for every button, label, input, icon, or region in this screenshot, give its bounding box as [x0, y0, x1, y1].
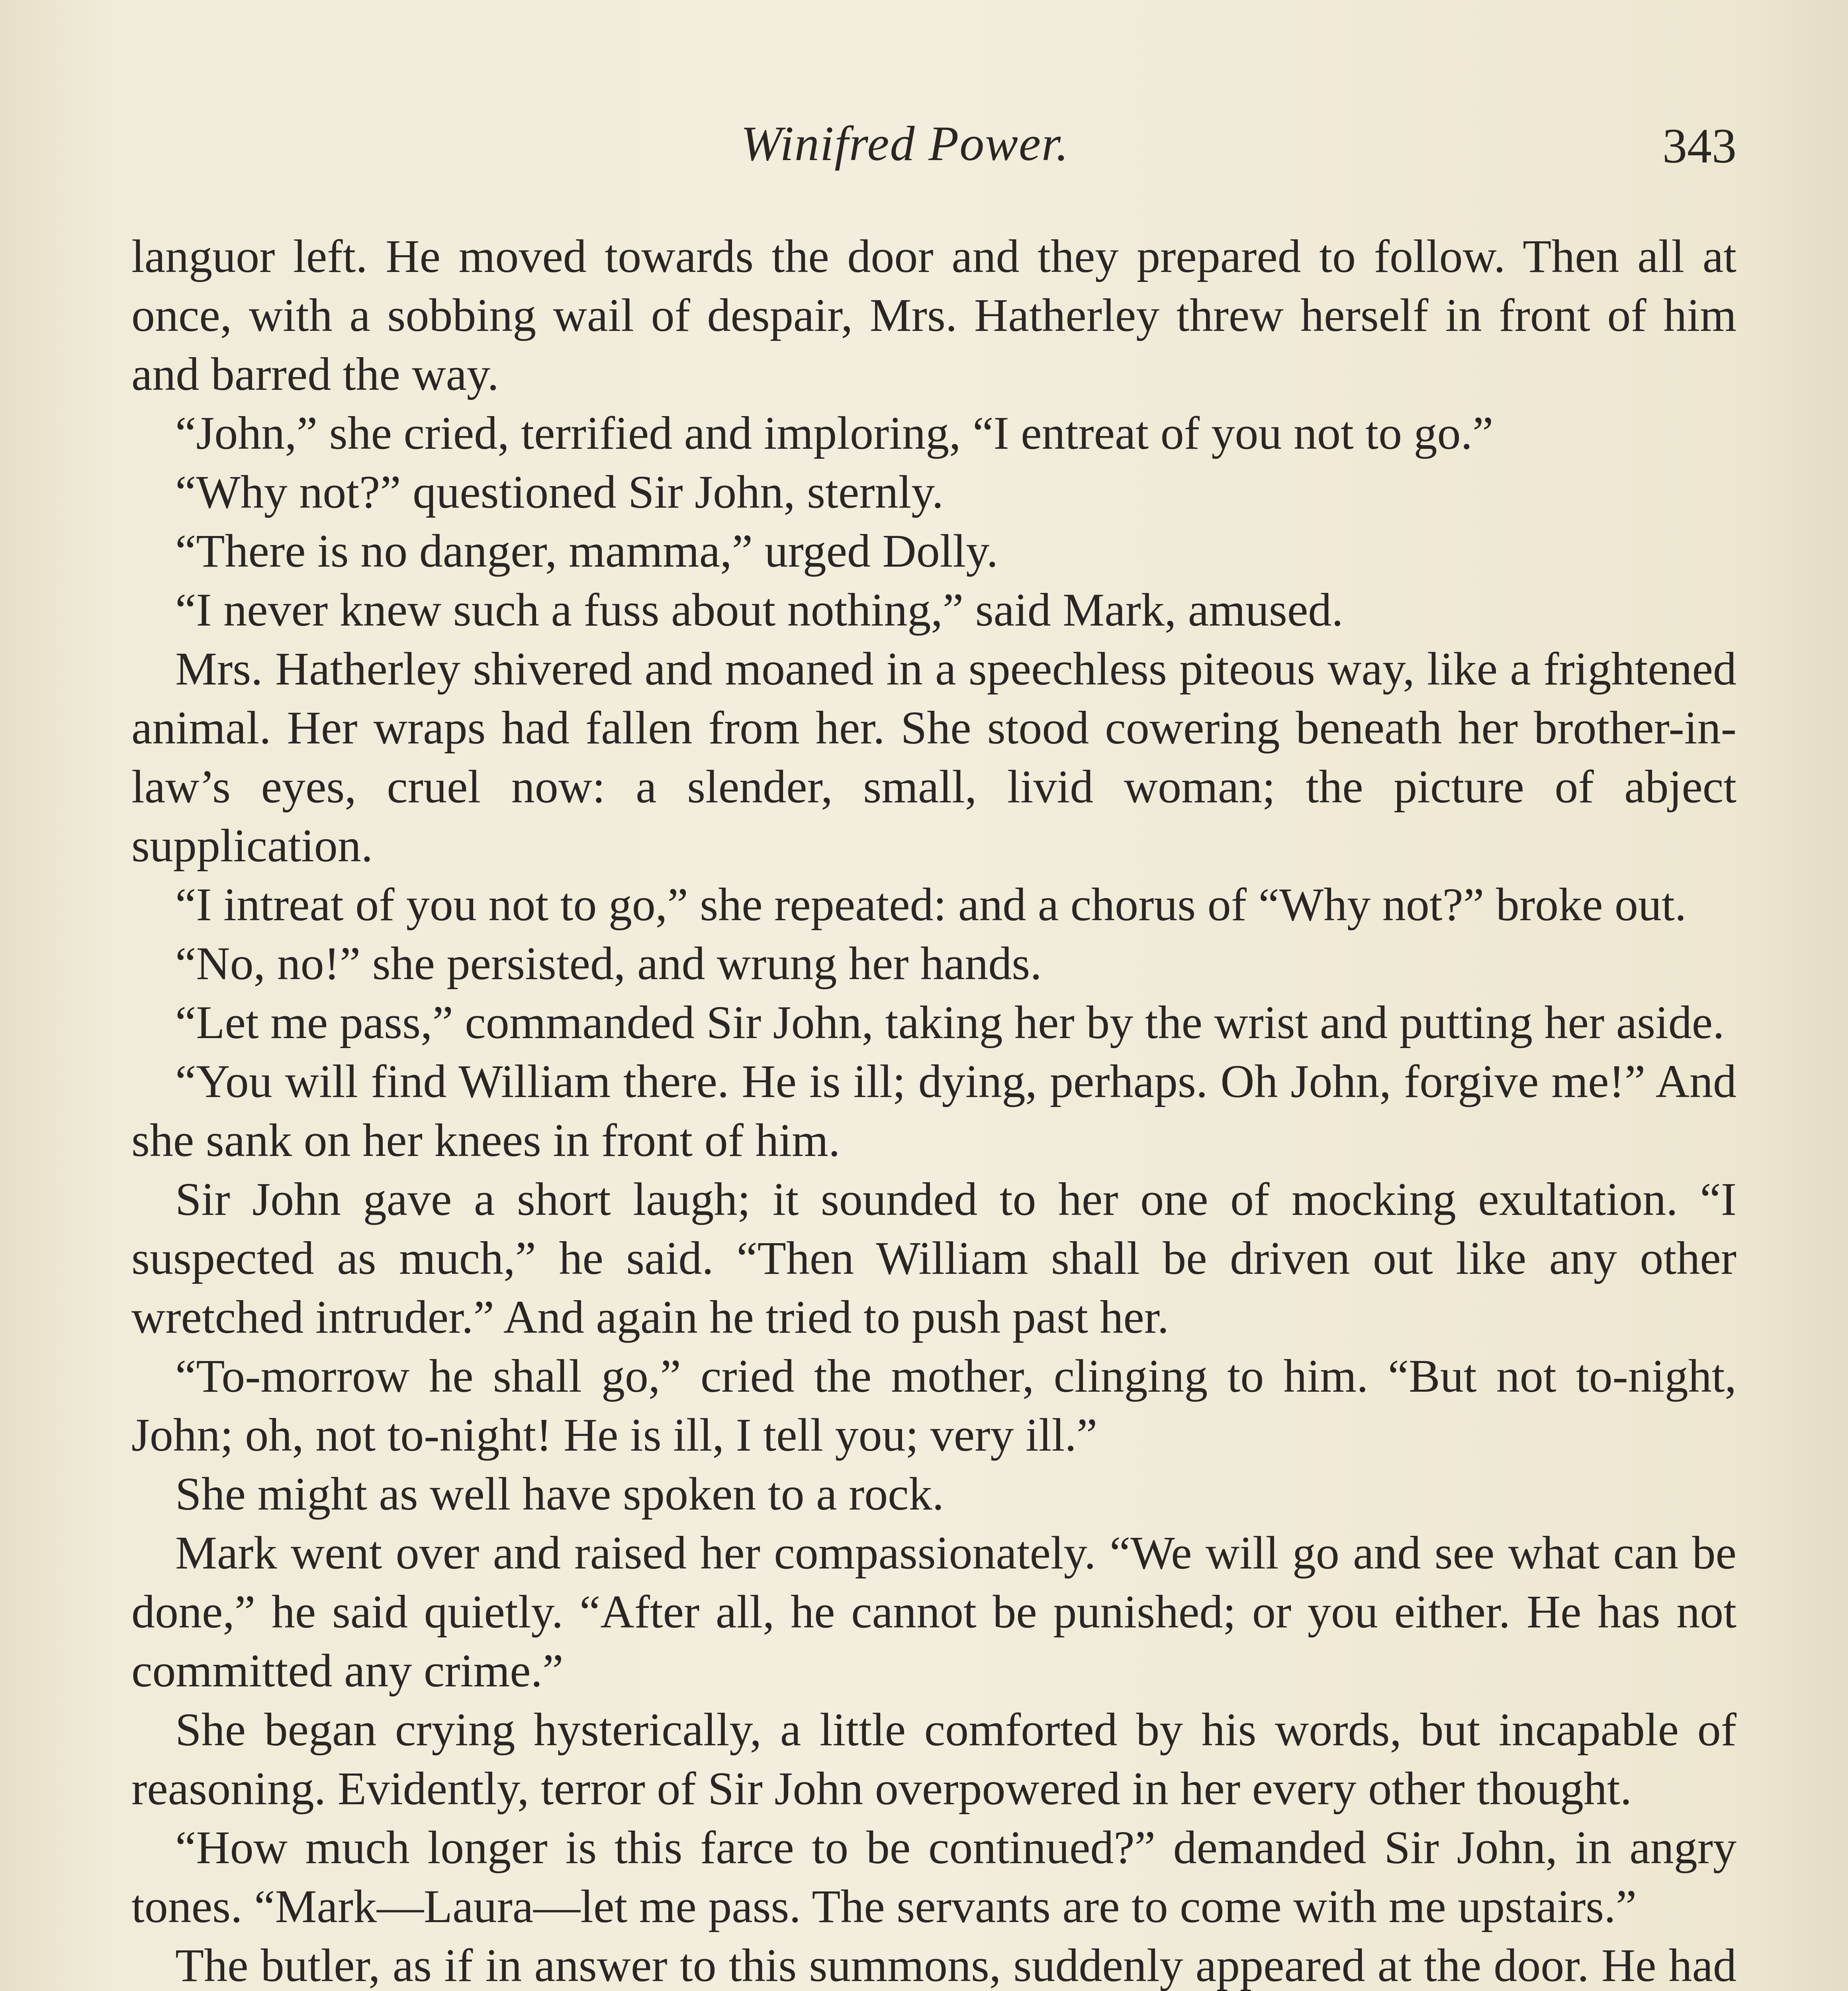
running-title: Winifred Power.	[741, 116, 1069, 171]
paragraph: “There is no danger, mamma,” urged Dolly.	[175, 525, 998, 577]
page-number: 343	[1662, 119, 1736, 173]
paragraph: Mark went over and raised her compassionately. “We will go and see what can be done,” he said quietly. “After all, he cannot be punished; or you either. He has not committed any crime.”	[131, 1527, 1736, 1697]
page-header	[0, 115, 1848, 187]
paragraph: “Let me pass,” commanded Sir John, taking her by the wrist and putting her aside.	[175, 996, 1725, 1048]
paragraph: The butler, as if in answer to this summons, suddenly appeared at the door. He had	[175, 1939, 1736, 1991]
paragraph: languor left. He moved towards the door and they prepared to follow. Then all at once, with a sobbing wail of despair, Mrs. Hatherley threw herself in front of him and barred the way.	[131, 230, 1736, 400]
paragraph: “I intreat of you not to go,” she repeated: and a chorus of “Why not?” broke out.	[175, 878, 1687, 931]
paragraph: “To-morrow he shall go,” cried the mother, clinging to him. “But not to-night, John; oh, not to-night! He is ill, I tell you; very ill.”	[131, 1350, 1736, 1461]
paragraph: “You will find William there. He is ill; dying, perhaps. Oh John, forgive me!” And she sank on her knees in front of him.	[131, 1055, 1736, 1166]
paragraph: She might as well have spoken to a rock.	[175, 1468, 944, 1520]
paragraph: “I never knew such a fuss about nothing,” said Mark, amused.	[175, 584, 1343, 636]
story-text	[131, 227, 1736, 1991]
paragraph: “John,” she cried, terrified and imploring, “I entreat of you not to go.”	[175, 407, 1494, 459]
paragraph: She began crying hysterically, a little comforted by his words, but incapable of reasoning. Evidently, terror of Sir John overpowered in her every other thought.	[131, 1703, 1736, 1815]
paragraph: “Why not?” questioned Sir John, sternly.	[175, 466, 944, 518]
paragraph: Sir John gave a short laugh; it sounded to her one of mocking exultation. “I suspected as much,” he said. “Then William shall be driven out like any other wretched intruder.” And again he tried to push past her.	[131, 1173, 1736, 1343]
paragraph: “How much longer is this farce to be continued?” demanded Sir John, in angry tones. “Mark—Laura—let me pass. The servants are to come with me upstairs.”	[131, 1821, 1736, 1932]
paragraph: Mrs. Hatherley shivered and moaned in a speechless piteous way, like a frightened animal. Her wraps had fallen from her. She stood cowering beneath her brother-in-law’s eyes, cruel now: a slender, small, livid woman; the picture of abject supplication.	[131, 643, 1736, 872]
paragraph: “No, no!” she persisted, and wrung her hands.	[175, 937, 1042, 990]
